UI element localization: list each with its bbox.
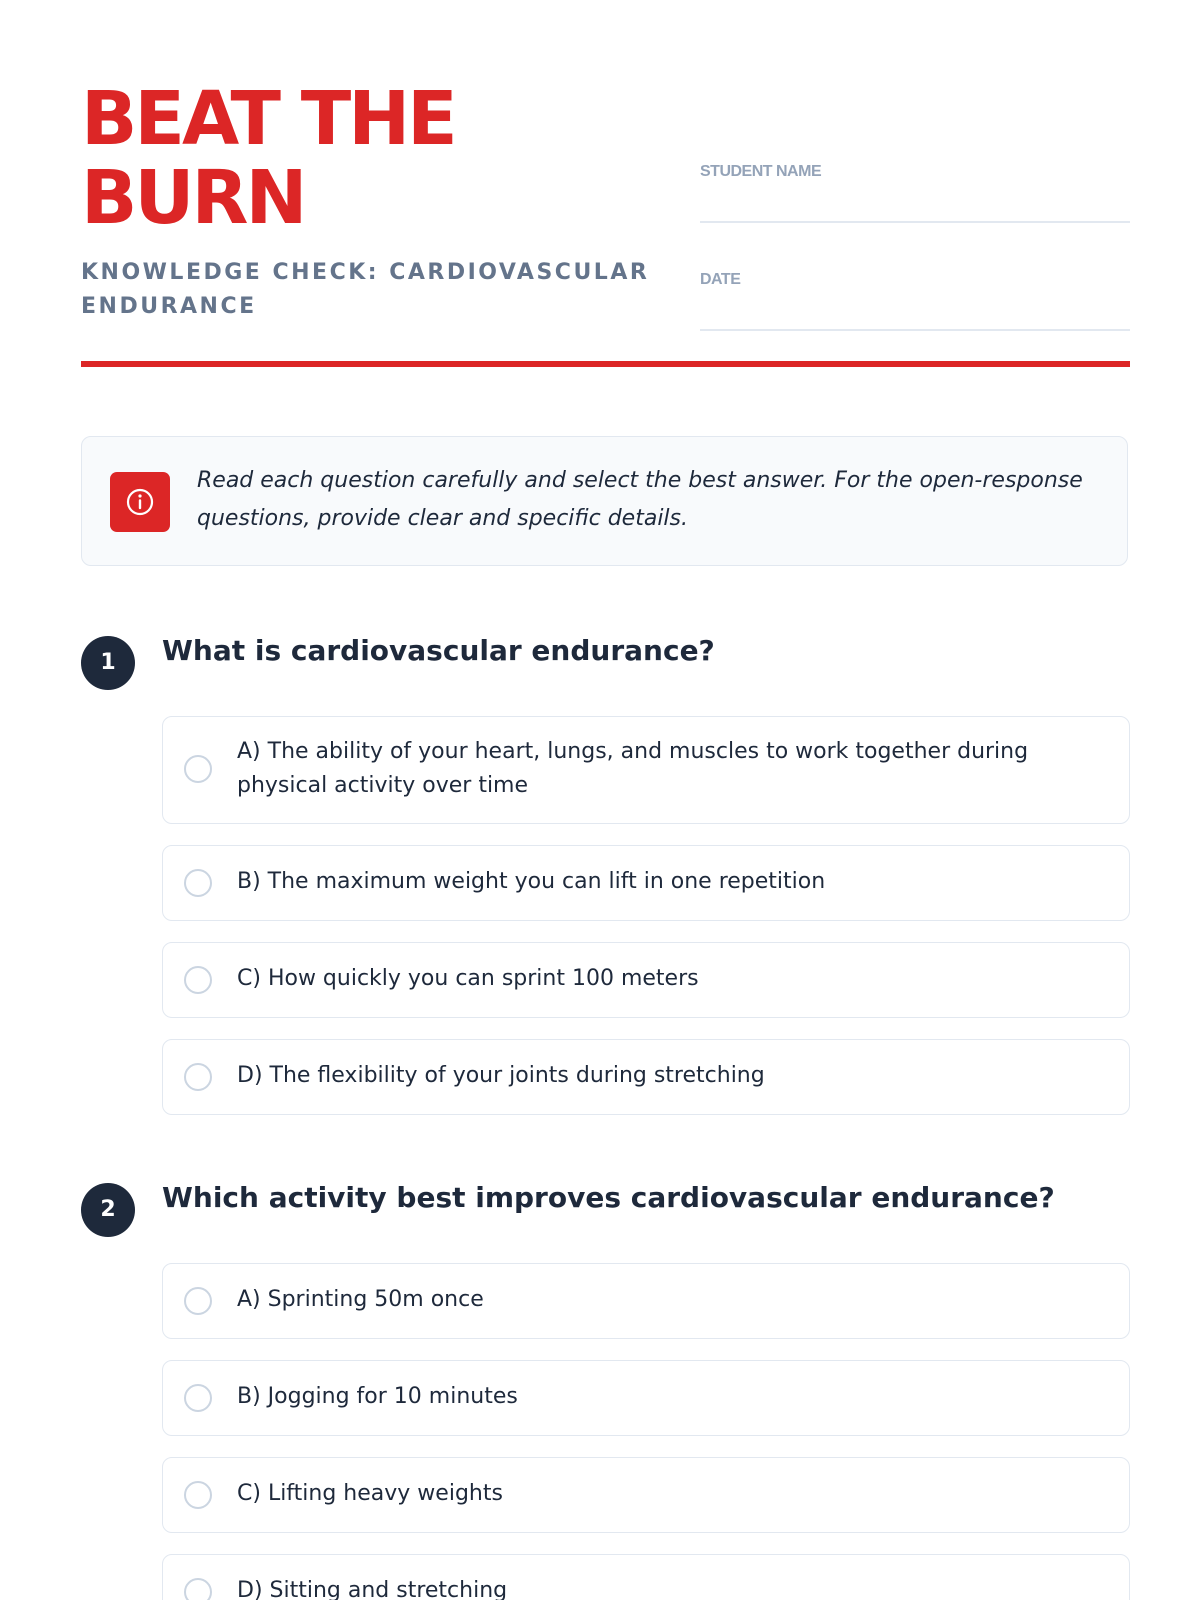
header-divider [81, 361, 1130, 367]
student-name-label: STUDENT NAME [700, 163, 822, 180]
radio-button[interactable] [184, 966, 212, 994]
info-icon [125, 487, 155, 517]
answer-option-text: C) Lifting heavy weights [237, 1481, 503, 1506]
answer-option-d[interactable] [162, 1039, 1130, 1115]
instructions-box [81, 436, 1128, 566]
answer-option-a[interactable] [162, 1263, 1130, 1339]
instructions-text: Read each question carefully and select the best answer. For the open-response questions, provide clear and specific details. [197, 468, 1083, 531]
subtitle-line-1: KNOWLEDGE CHECK: CARDIOVASCULAR [81, 260, 650, 285]
student-name-line[interactable] [700, 221, 1130, 223]
worksheet-subtitle [81, 256, 661, 324]
date-line[interactable] [700, 329, 1130, 331]
answer-option-text: B) Jogging for 10 minutes [237, 1384, 518, 1409]
answer-option-b[interactable] [162, 1360, 1130, 1436]
title-line-1: BEAT THE [81, 76, 455, 162]
answer-option-c[interactable] [162, 1457, 1130, 1533]
info-badge [110, 472, 170, 532]
radio-button[interactable] [184, 1578, 212, 1600]
answer-option-text: C) How quickly you can sprint 100 meters [237, 966, 699, 991]
answer-option-text: A) Sprinting 50m once [237, 1287, 484, 1312]
radio-button[interactable] [184, 869, 212, 897]
radio-button[interactable] [184, 755, 212, 783]
answer-option-a[interactable] [162, 716, 1130, 824]
student-name-field[interactable] [700, 162, 1130, 223]
date-field[interactable] [700, 270, 1130, 331]
question-number-badge: 2 [81, 1183, 135, 1237]
radio-button[interactable] [184, 1384, 212, 1412]
title-line-2: BURN [81, 155, 305, 241]
question-number-badge: 1 [81, 636, 135, 690]
answer-option-c[interactable] [162, 942, 1130, 1018]
question-text: Which activity best improves cardiovascular endurance? [162, 1181, 1055, 1214]
worksheet-title [81, 76, 641, 241]
answer-option-d[interactable] [162, 1554, 1130, 1600]
radio-button[interactable] [184, 1287, 212, 1315]
radio-button[interactable] [184, 1063, 212, 1091]
radio-button[interactable] [184, 1481, 212, 1509]
question-text: What is cardiovascular endurance? [162, 634, 715, 667]
answer-option-text: D) The flexibility of your joints during stretching [237, 1063, 765, 1088]
answer-option-b[interactable] [162, 845, 1130, 921]
subtitle-line-2: ENDURANCE [81, 294, 257, 319]
answer-option-text: B) The maximum weight you can lift in one repetition [237, 869, 826, 894]
answer-option-text: D) Sitting and stretching [237, 1578, 508, 1600]
date-label: DATE [700, 271, 741, 288]
answer-option-text: A) The ability of your heart, lungs, and muscles to work together during physical activity over time [237, 739, 1029, 798]
